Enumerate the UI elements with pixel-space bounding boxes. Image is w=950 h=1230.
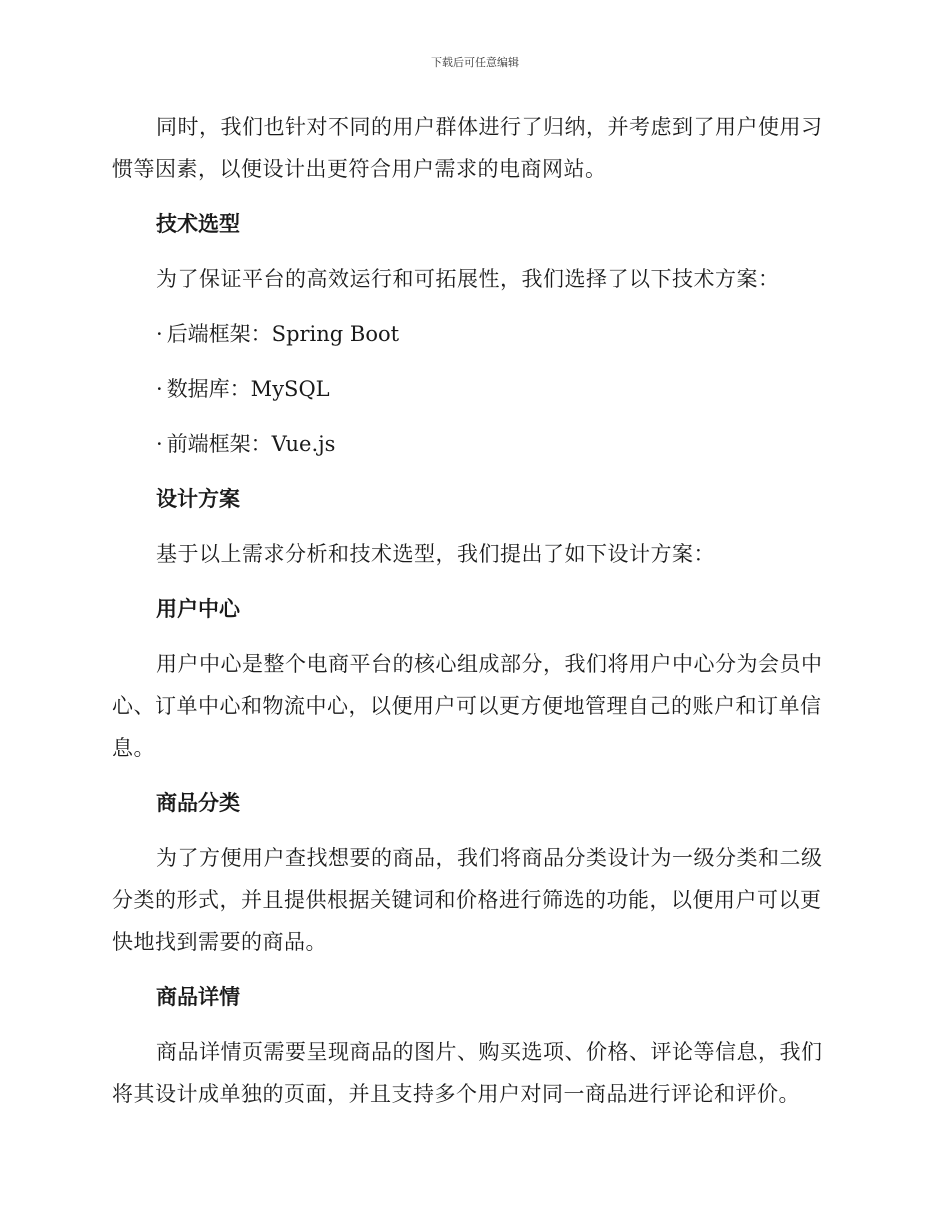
category-paragraph: 为了方便用户查找想要的商品，我们将商品分类设计为一级分类和二级分类的形式，并且提供根据关键词和价格进行筛选的功能，以便用户可以更快地找到需要的商品。 bbox=[112, 846, 823, 954]
tech-list-item bbox=[112, 368, 830, 410]
bullet-dot: · bbox=[156, 377, 163, 401]
intro-paragraph: 同时，我们也针对不同的用户群体进行了归纳，并考虑到了用户使用习惯等因素，以便设计出更符合用户需求的电商网站。 bbox=[112, 115, 823, 181]
tech-item-database: 数据库：MySQL bbox=[166, 377, 330, 401]
tech-item-frontend: 前端框架：Vue.js bbox=[166, 432, 336, 456]
tech-intro-paragraph: 为了保证平台的高效运行和可拓展性，我们选择了以下技术方案： bbox=[156, 267, 780, 291]
detail-paragraph: 商品详情页需要呈现商品的图片、购买选项、价格、评论等信息，我们将其设计成单独的页面，并且支持多个用户对同一商品进行评论和评价。 bbox=[112, 1040, 823, 1106]
tech-list-item bbox=[112, 313, 830, 355]
section-heading-category: 商品分类 bbox=[156, 791, 240, 815]
design-intro-paragraph: 基于以上需求分析和技术选型，我们提出了如下设计方案： bbox=[156, 542, 715, 566]
section-heading-detail: 商品详情 bbox=[156, 985, 240, 1009]
section-heading-user-center: 用户中心 bbox=[156, 597, 240, 621]
user-center-paragraph: 用户中心是整个电商平台的核心组成部分，我们将用户中心分为会员中心、订单中心和物流中心，以便用户可以更方便地管理自己的账户和订单信息。 bbox=[112, 652, 823, 760]
section-heading-tech: 技术选型 bbox=[156, 212, 240, 236]
tech-list-item bbox=[112, 423, 830, 465]
section-heading-design: 设计方案 bbox=[156, 487, 240, 511]
bullet-dot: · bbox=[156, 432, 163, 456]
bullet-dot: · bbox=[156, 322, 163, 346]
document-body bbox=[112, 106, 830, 1115]
tech-item-backend: 后端框架：Spring Boot bbox=[166, 322, 400, 346]
page-header: 下载后可任意编辑 bbox=[431, 56, 519, 69]
